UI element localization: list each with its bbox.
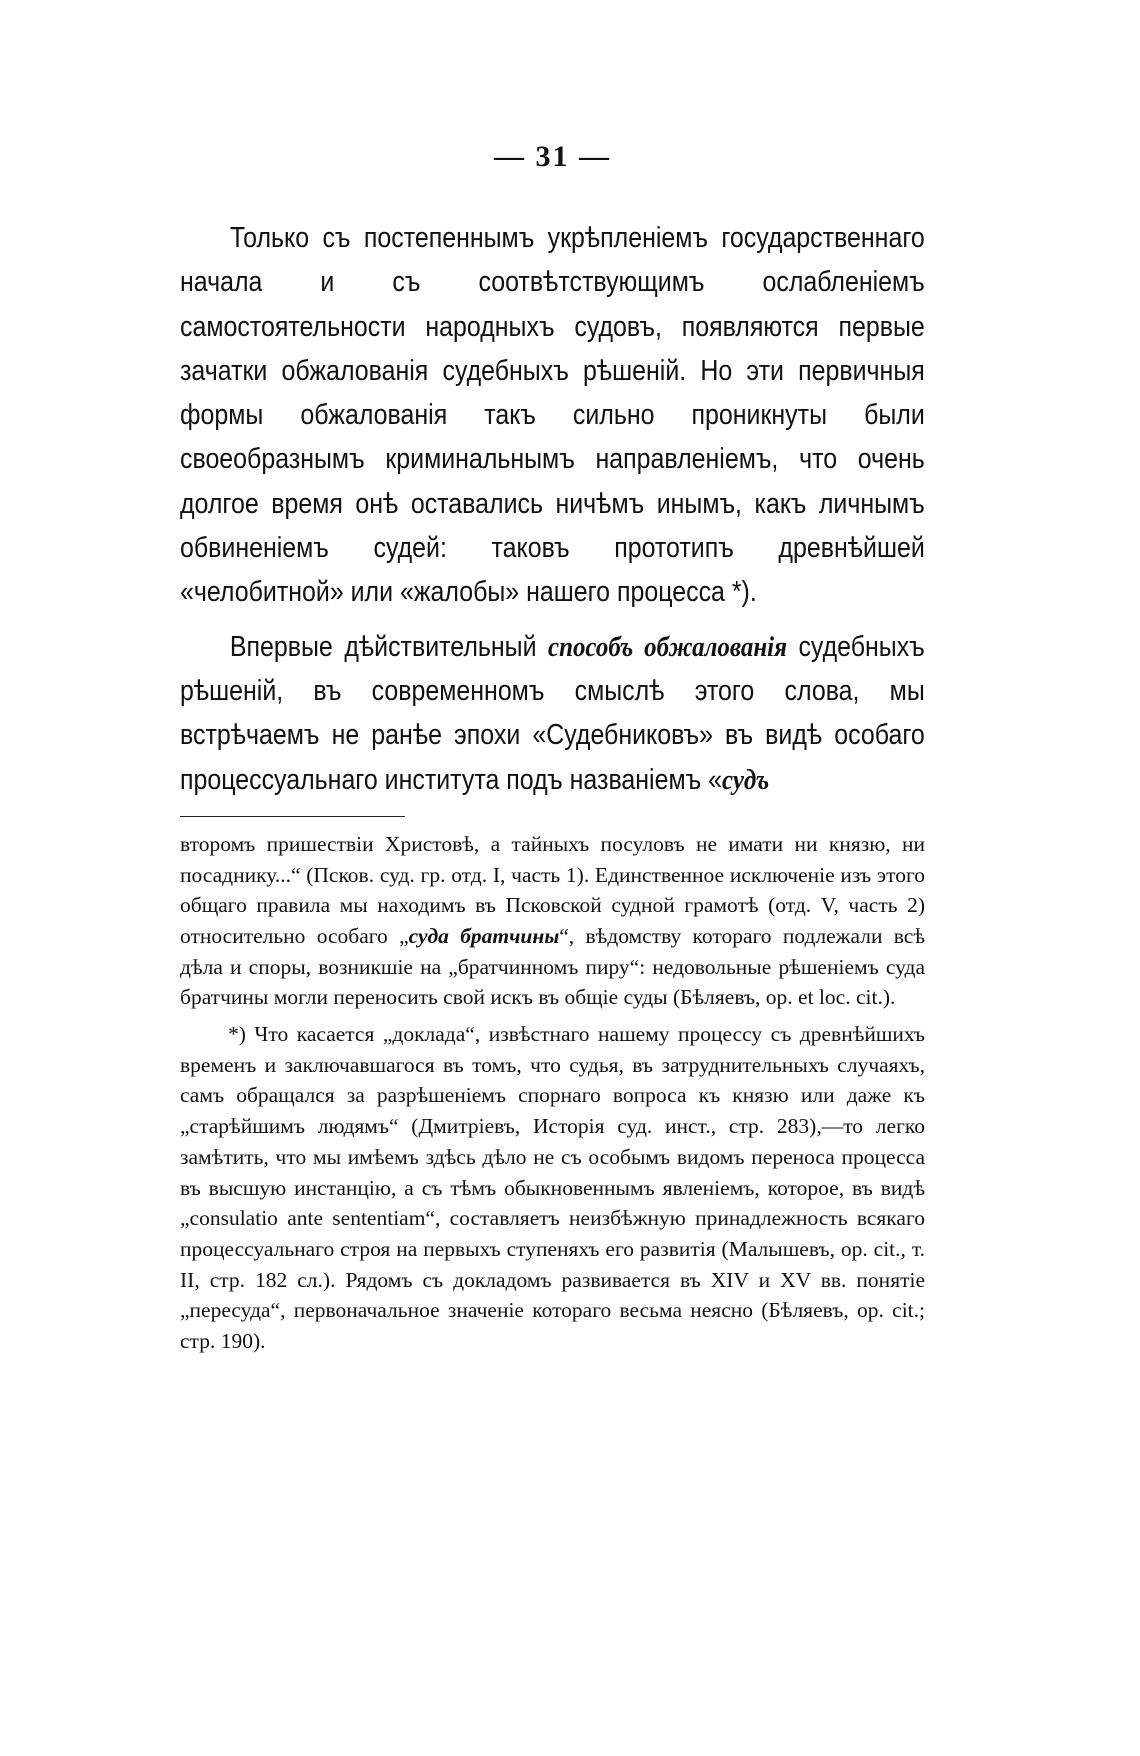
footnote-separator xyxy=(180,816,405,817)
footnote-text-run: второмъ пришествіи Христовѣ, а тайныхъ посуловъ не имати ни князю, ни посаднику...“ (Псков. суд. гр. отд. I, часть 1). Единственное исключеніе изъ этого общаго правила мы находимъ въ Псковской судной грамотѣ (отд. V, часть 2) относительно особаго „ xyxy=(180,831,925,948)
footnote-continuation xyxy=(180,829,925,1013)
footnotes xyxy=(180,829,925,1357)
page-number: — 31 — xyxy=(494,140,611,173)
emphasized-term: судъ xyxy=(722,763,770,796)
main-text-run: судебныхъ рѣшеній, въ современномъ смыслѣ этого слова, мы встрѣчаемъ не ранѣе эпохи «Судебниковъ» въ видѣ особаго процессуальнаго института подъ названіемъ « xyxy=(180,630,925,796)
footnote-emphasis: суда братчины xyxy=(408,923,560,948)
main-paragraph xyxy=(180,625,925,802)
footnote-text-run: “, вѣдомству котораго подлежали всѣ дѣла и споры, возникшіе на „братчинномъ пиру“: недовольные рѣшеніемъ суда братчины могли переносить свой искъ въ общіе суды (Бѣляевъ, op. et loc. cit.). xyxy=(180,923,926,1010)
main-text-run: Впервые дѣйствительный xyxy=(229,630,549,663)
footnote-asterisk: *) Что касается „доклада“, извѣстнаго нашему процессу съ древнѣйшихъ временъ и заключавшагося въ томъ, что судья, въ затруднительныхъ случаяхъ, самъ обращался за разрѣшеніемъ спорнаго вопроса къ князю или даже къ „старѣйшимъ людямъ“ (Дмитріевъ, Исторія суд. инст., стр. 283),—то легко замѣтить, что мы имѣемъ здѣсь дѣло не съ особымъ видомъ переноса процесса въ высшую инстанцію, а съ тѣмъ обыкновеннымъ явленіемъ, которое, въ видѣ „consulatio ante sententiam“, составляетъ неизбѣжную принадлежность всякаго процессуальнаго строя на первыхъ ступеняхъ его развитія (Малышевъ, op. cit., т. II, стр. 182 сл.). Рядомъ съ докладомъ развивается въ XIV и XV вв. понятіе „пересуда“, первоначальное значеніе котораго весьма неясно (Бѣляевъ, op. cit.; стр. 190). xyxy=(180,1022,925,1354)
emphasized-term: способъ обжалованія xyxy=(548,630,787,663)
book-page xyxy=(180,140,925,1357)
main-paragraph: Только съ постепеннымъ укрѣпленіемъ государственнаго начала и съ соотвѣтствующимъ ослабленіемъ самостоятельности народныхъ судовъ, появляются первые зачатки обжалованія судебныхъ рѣшеній. Но эти первичныя формы обжалованія такъ сильно проникнуты были своеобразнымъ криминальнымъ направленіемъ, что очень долгое время онѣ оставались ничѣмъ инымъ, какъ личнымъ обвиненіемъ судей: таковъ прототипъ древнѣйшей «челобитной» или «жалобы» нашего процесса *). xyxy=(180,222,925,609)
main-text xyxy=(180,216,925,802)
